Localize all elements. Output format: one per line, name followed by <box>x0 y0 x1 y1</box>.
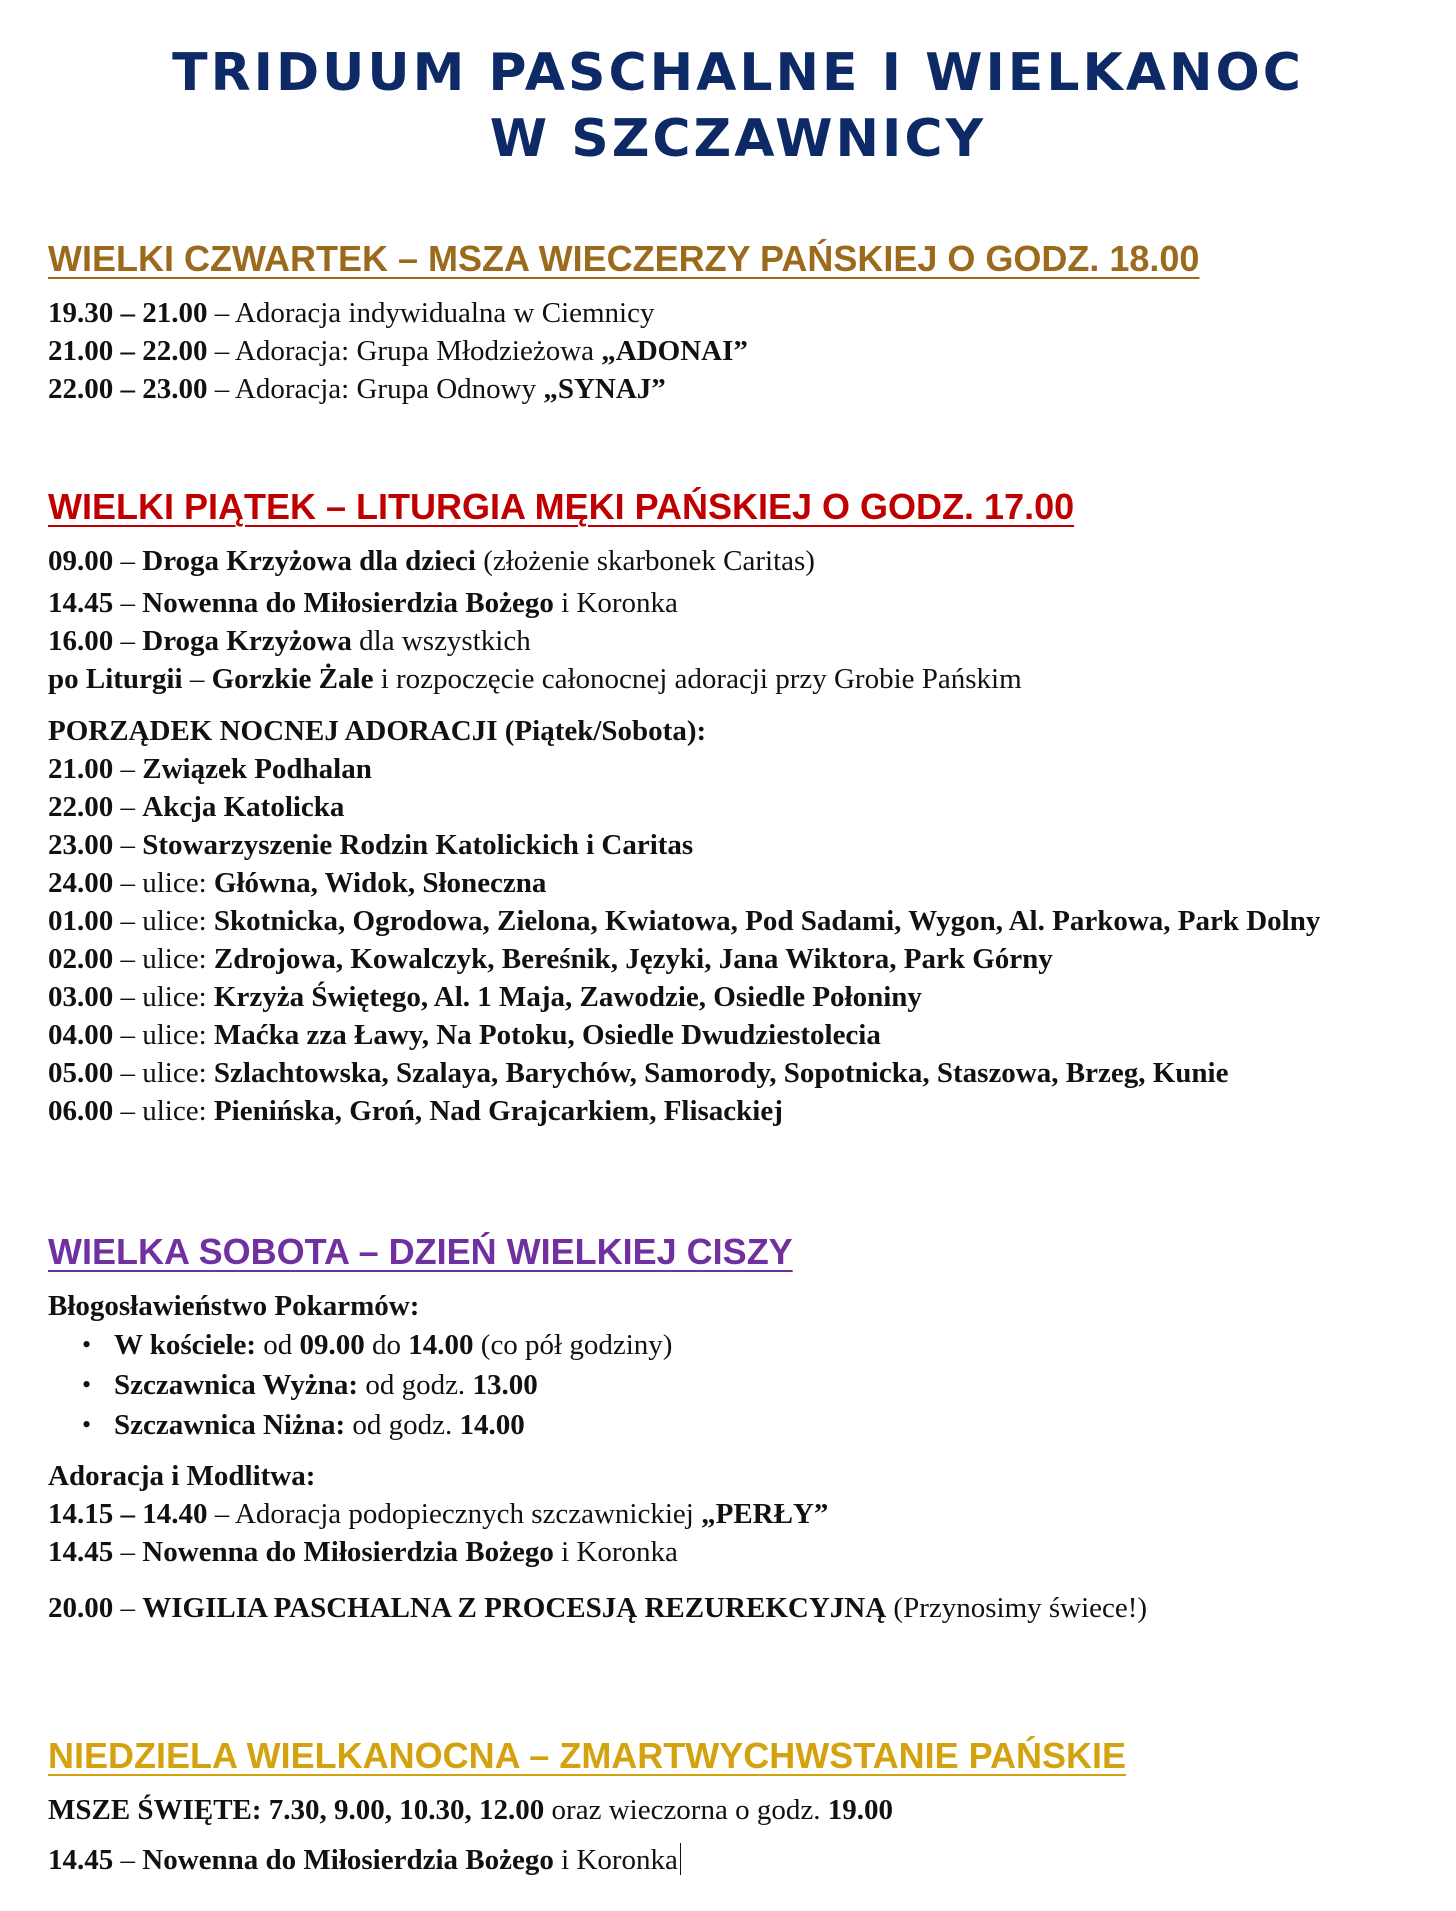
night-adoration-heading: PORZĄDEK NOCNEJ ADORACJI (Piątek/Sobota): <box>48 715 707 747</box>
night-adoration-row: 21.00 – Związek Podhalan <box>48 753 372 785</box>
list-item: 22.00 – 23.00 – Adoracja: Grupa Odnowy „SYNAJ” <box>48 373 666 405</box>
list-item: 09.00 – Droga Krzyżowa dla dzieci (złożenie skarbonek Caritas) <box>48 545 815 577</box>
list-item: 14.45 – Nowenna do Miłosierdzia Bożego i Koronka <box>48 587 678 619</box>
blessing-heading: Błogosławieństwo Pokarmów: <box>48 1290 420 1322</box>
list-item: • Szczawnica Wyżna: od godz. 13.00 <box>48 1365 1147 1405</box>
night-adoration-row: 02.00 – ulice: Zdrojowa, Kowalczyk, Bereśnik, Języki, Jana Wiktora, Park Górny <box>48 943 1053 975</box>
list-item: 19.30 – 21.00 – Adoracja indywidualna w Ciemnicy <box>48 297 655 329</box>
night-adoration-row: 04.00 – ulice: Maćka zza Ławy, Na Potoku, Osiedle Dwudziestolecia <box>48 1019 881 1051</box>
page-title <box>48 40 1428 172</box>
thursday-heading: WIELKI CZWARTEK – MSZA WIECZERZY PAŃSKIEJ O GODZ. 18.00 <box>48 238 1200 279</box>
night-adoration-row: 03.00 – ulice: Krzyża Świętego, Al. 1 Maja, Zawodzie, Osiedle Połoniny <box>48 981 922 1013</box>
sunday-heading: NIEDZIELA WIELKANOCNA – ZMARTWYCHWSTANIE PAŃSKIE <box>48 1735 1126 1776</box>
title-line-2: W SZCZAWNICY <box>489 109 987 169</box>
night-adoration-row: 22.00 – Akcja Katolicka <box>48 791 345 823</box>
text-cursor <box>680 1843 681 1875</box>
page <box>48 0 1428 1876</box>
night-adoration-row: 06.00 – ulice: Pienińska, Groń, Nad Grajcarkiem, Flisackiej <box>48 1095 783 1127</box>
blessing-list <box>48 1325 1147 1445</box>
night-adoration-row: 23.00 – Stowarzyszenie Rodzin Katolickich i Caritas <box>48 829 694 861</box>
friday-section <box>48 486 1320 1130</box>
friday-heading: WIELKI PIĄTEK – LITURGIA MĘKI PAŃSKIEJ O GODZ. 17.00 <box>48 486 1075 527</box>
list-item: 14.15 – 14.40 – Adoracja podopiecznych szczawnickiej „PERŁY” <box>48 1498 829 1530</box>
list-item: 21.00 – 22.00 – Adoracja: Grupa Młodzieżowa „ADONAI” <box>48 335 748 367</box>
list-item: 14.45 – Nowenna do Miłosierdzia Bożego i Koronka <box>48 1841 1126 1879</box>
list-item: 14.45 – Nowenna do Miłosierdzia Bożego i Koronka <box>48 1536 678 1568</box>
masses-line: MSZE ŚWIĘTE: 7.30, 9.00, 10.30, 12.00 oraz wieczorna o godz. 19.00 <box>48 1794 893 1826</box>
list-item: • W kościele: od 09.00 do 14.00 (co pół godziny) <box>48 1325 1147 1365</box>
thursday-section <box>48 238 1199 408</box>
night-adoration-row: 05.00 – ulice: Szlachtowska, Szalaya, Barychów, Samorody, Sopotnicka, Staszowa, Brzeg, Kunie <box>48 1057 1229 1089</box>
saturday-heading: WIELKA SOBOTA – DZIEŃ WIELKIEJ CISZY <box>48 1231 793 1272</box>
vigil-line: 20.00 – WIGILIA PASCHALNA Z PROCESJĄ REZUREKCYJNĄ (Przynosimy świece!) <box>48 1592 1148 1624</box>
saturday-section <box>48 1231 1147 1627</box>
list-item: • Szczawnica Niżna: od godz. 14.00 <box>48 1405 1147 1445</box>
night-adoration-row: 24.00 – ulice: Główna, Widok, Słoneczna <box>48 867 547 899</box>
title-line-1: TRIDUUM PASCHALNE I WIELKANOC <box>172 43 1304 103</box>
list-item: po Liturgii – Gorzkie Żale i rozpoczęcie całonocnej adoracji przy Grobie Pańskim <box>48 663 1022 695</box>
sunday-section <box>48 1735 1126 1879</box>
prayer-heading: Adoracja i Modlitwa: <box>48 1460 316 1492</box>
list-item: 16.00 – Droga Krzyżowa dla wszystkich <box>48 625 531 657</box>
night-adoration-row: 01.00 – ulice: Skotnicka, Ogrodowa, Zielona, Kwiatowa, Pod Sadami, Wygon, Al. Parkowa, Park Dolny <box>48 905 1321 937</box>
